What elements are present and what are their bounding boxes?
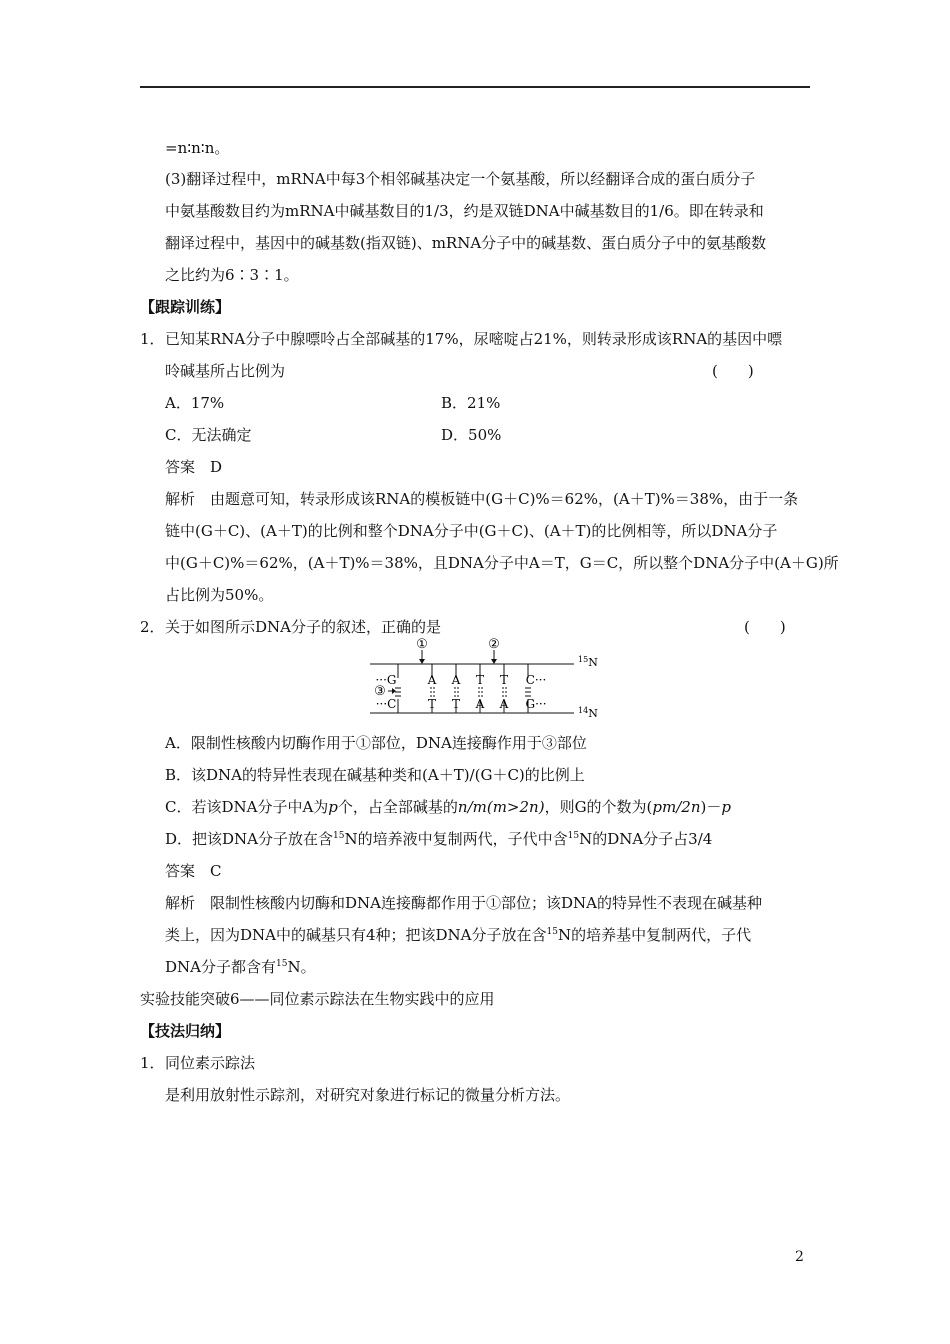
section-title-tracking-practice: 【跟踪训练】 xyxy=(140,298,231,316)
bottom-strand-label: $^{14}$N xyxy=(578,706,598,719)
top-base-6: C··· xyxy=(525,673,547,687)
question-2-explanation-line-1: 解析 限制性核酸内切酶和DNA连接酶都作用于①部位；该DNA的特异性不表现在碱基种 xyxy=(165,894,762,912)
question-2-option-a: A．限制性核酸内切酶作用于①部位，DNA连接酶作用于③部位 xyxy=(165,734,587,752)
header-rule xyxy=(140,86,810,88)
question-1-answer-blank: ( ) xyxy=(712,362,754,380)
question-1-explanation-line-3: 中(G＋C)%＝62%，(A＋T)%＝38%，且DNA分子中A＝T，G＝C，所以整个DNA分子中(A＋G)所 xyxy=(165,554,839,572)
paragraph-3-line-2: 中氨基酸数目约为mRNA中碱基数目的1/3，约是双链DNA中碱基数目的1/6。即在转录和 xyxy=(165,202,764,220)
question-1-stem-line-1: 已知某RNA分子中腺嘌呤占全部碱基的17%，尿嘧啶占21%，则转录形成该RNA的基因中嘌 xyxy=(165,330,783,348)
hydrogen-bonds xyxy=(396,687,530,697)
question-1-option-c: C．无法确定 xyxy=(165,426,252,444)
question-2-answer: 答案 C xyxy=(165,862,222,880)
marker-1: ① xyxy=(416,637,428,652)
ratio-line: =n∶n∶n。 xyxy=(165,139,230,157)
question-2-explanation-line-2: 类上，因为DNA中的碱基只有4种；把该DNA分子放在含$^{15}$N的培养基中复制两代，子代 xyxy=(165,926,752,944)
section-title-method-summary: 【技法归纳】 xyxy=(140,1022,231,1040)
marker-2: ② xyxy=(488,637,500,652)
paragraph-3-line-4: 之比约为6∶3∶1。 xyxy=(165,266,299,284)
question-2-option-d: D．把该DNA分子放在含$^{15}$N的培养液中复制两代，子代中含$^{15}$N的DNA分子占3/4 xyxy=(165,830,713,848)
method-description: 是利用放射性示踪剂，对研究对象进行标记的微量分析方法。 xyxy=(165,1086,571,1104)
question-1-answer: 答案 D xyxy=(165,458,223,476)
top-base-3: A xyxy=(451,673,461,687)
top-base-1: ···G xyxy=(375,673,397,687)
paragraph-3-line-3: 翻译过程中，基因中的碱基数(指双链)、mRNA分子中的碱基数、蛋白质分子中的氨基酸数 xyxy=(165,234,767,252)
question-2-number: 2． xyxy=(140,618,165,636)
top-base-4: T xyxy=(475,673,485,687)
experiment-section-title: 实验技能突破6——同位素示踪法在生物实践中的应用 xyxy=(140,990,495,1008)
question-1-number: 1． xyxy=(140,330,165,348)
bottom-base-4: A xyxy=(475,697,485,711)
paragraph-3-line-1: (3)翻译过程中，mRNA中每3个相邻碱基决定一个氨基酸，所以经翻译合成的蛋白质分子 xyxy=(165,170,756,188)
bottom-base-3: T xyxy=(451,697,461,711)
top-base-2: A xyxy=(427,673,437,687)
question-2-explanation-line-3: DNA分子都含有$^{15}$N。 xyxy=(165,958,316,976)
question-1-option-a: A．17% xyxy=(165,394,225,412)
question-1-option-d: D．50% xyxy=(441,426,502,444)
bottom-base-6: G··· xyxy=(525,697,547,711)
question-1-option-b: B．21% xyxy=(441,394,501,412)
question-2-option-c: C．若该DNA分子中A为p个，占全部碱基的n/m(m>2n)，则G的个数为(pm/2n)－p xyxy=(165,798,731,816)
method-number: 1． xyxy=(140,1054,165,1072)
top-base-5: T xyxy=(499,673,509,687)
bottom-base-5: A xyxy=(499,697,509,711)
question-1-explanation-line-4: 占比例为50%。 xyxy=(165,586,274,604)
bottom-base-2: T xyxy=(427,697,437,711)
question-1-stem-line-2: 呤碱基所占比例为 xyxy=(165,362,286,380)
method-title: 同位素示踪法 xyxy=(165,1054,256,1072)
question-2-answer-blank: ( ) xyxy=(744,618,786,636)
question-1-explanation-line-2: 链中(G＋C)、(A＋T)的比例和整个DNA分子中(G＋C)、(A＋T)的比例相等，所以DNA分子 xyxy=(165,522,778,540)
question-2-option-b: B．该DNA的特异性表现在碱基种类和(A＋T)/(G＋C)的比例上 xyxy=(165,766,585,784)
page-number: 2 xyxy=(795,1249,804,1265)
marker-3: ③ xyxy=(374,684,386,699)
top-strand-label: $^{15}$N xyxy=(578,655,598,669)
question-2-stem: 关于如图所示DNA分子的叙述，正确的是 xyxy=(165,618,441,636)
bottom-base-1: ···C xyxy=(375,697,397,711)
dna-molecule-diagram xyxy=(370,633,610,719)
question-1-explanation-line-1: 解析 由题意可知，转录形成该RNA的模板链中(G＋C)%＝62%，(A＋T)%＝38%，由于一条 xyxy=(165,490,799,508)
